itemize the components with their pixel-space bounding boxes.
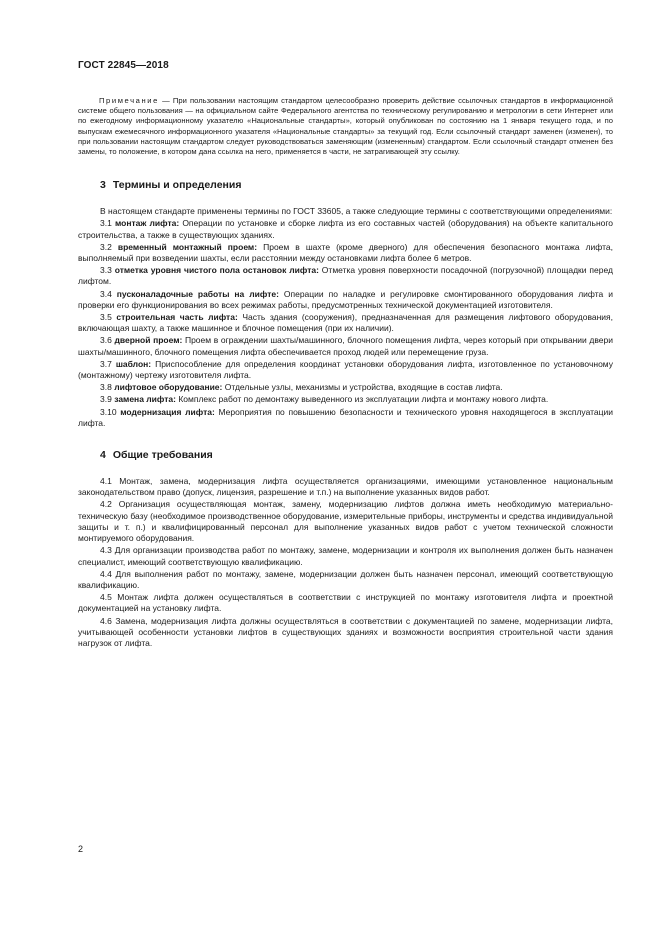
term-number: 3.8 <box>100 382 112 393</box>
term-definition <box>78 265 613 287</box>
requirement-text: Монтаж лифта должен осуществляться в соответствии с инструкцией по монтажу изготовителя лифта и проектной документацией на установку лифта. <box>78 592 613 614</box>
term-text: Операции по установке и сборке лифта из его составных частей (оборудования) на объекте капитального строительства, а также в существующих зданиях. <box>78 218 613 240</box>
term-name: замена лифта: <box>114 394 176 405</box>
term-text: Отдельные узлы, механизмы и устройства, входящие в состав лифта. <box>222 382 503 393</box>
term-text: Мероприятия по повышению безопасности и технического уровня находящегося в эксплуатации лифта. <box>78 406 613 428</box>
requirement-item <box>78 476 613 498</box>
requirement-number: 4.5 <box>100 592 112 603</box>
requirement-number: 4.6 <box>100 615 112 626</box>
requirement-item <box>78 545 613 567</box>
note-label: Примечание <box>99 96 159 105</box>
requirement-text: Организация осуществляющая монтаж, замену, модернизацию лифтов должна иметь необходимую материально-техническую базу (необходимое производственное оборудование, измерительные приборы, инструменты и средства индивидуальной защиты и т. п.) и квалифицированный персонал для выполнение указанных видов работ с учетом технической сложности монтируемого оборудования. <box>78 499 613 544</box>
term-definition <box>78 382 613 393</box>
term-definition <box>78 359 613 381</box>
note-block <box>78 96 613 157</box>
requirement-item <box>78 616 613 650</box>
term-name: шаблон: <box>115 358 152 369</box>
term-definition <box>78 407 613 429</box>
term-name: дверной проем: <box>114 335 183 346</box>
term-number: 3.10 <box>100 406 117 417</box>
term-definition <box>78 289 613 311</box>
term-number: 3.6 <box>100 335 112 346</box>
term-number: 3.4 <box>100 288 112 299</box>
document-code: ГОСТ 22845—2018 <box>78 60 169 71</box>
term-number: 3.9 <box>100 394 112 405</box>
term-number: 3.1 <box>100 218 112 229</box>
term-number: 3.2 <box>100 241 112 252</box>
term-text: Проем в ограждении шахты/машинного, блочного помещения лифта, через который при открывании двери шахты/машинного, блочного помещения лифта обеспечивается проход людей или перемещение груза. <box>78 335 613 357</box>
term-text: Приспособление для определения координат установки оборудования лифта, изготовленное по установочному (монтажному) чертежу изготовителя лифта. <box>78 358 613 381</box>
requirement-text: Для выполнения работ по монтажу, замене, модернизации должен быть назначен персонал, имеющий соответствующую квалификацию. <box>78 568 613 590</box>
requirement-text: Замена, модернизация лифта должны осуществляться в соответствии с документацией по замене, модернизации лифта, учитывающей особенности установки лифтов в существующих зданиях и возможности восприятия строительной части здания нагрузок от лифта. <box>78 615 613 648</box>
term-number: 3.7 <box>100 358 112 369</box>
term-definition <box>78 394 613 405</box>
requirement-number: 4.3 <box>100 545 112 556</box>
section-4-heading: 4 Общие требования <box>100 449 213 462</box>
term-text: Проем в шахте (кроме дверного) для обеспечения безопасного монтажа лифта, выполняемый при возведении шахты, если расстоянии между остановками лифта более 6 метров. <box>78 241 613 264</box>
page-content <box>78 96 613 649</box>
requirement-number: 4.4 <box>100 568 112 579</box>
term-definition <box>78 335 613 357</box>
requirement-number: 4.2 <box>100 499 112 510</box>
term-name: строительная часть лифта: <box>116 312 238 323</box>
term-text: Комплекс работ по демонтажу выведенного из эксплуатации лифта и монтажу нового лифта. <box>175 394 549 405</box>
term-number: 3.3 <box>100 265 112 276</box>
section-3-intro: В настоящем стандарте применены термины по ГОСТ 33605, а также следующие термины с соответствующими определениями: <box>100 206 613 217</box>
term-definition <box>78 242 613 264</box>
term-name: лифтовое оборудование: <box>114 382 223 393</box>
requirement-item <box>78 499 613 544</box>
term-text: Операции по наладке и регулировке смонтированного оборудования лифта и проверки его функционирования во всех режимах работы, предусмотренных технической документацией изготовителя. <box>78 288 613 310</box>
term-name: временный монтажный проем: <box>117 241 258 252</box>
term-definition <box>78 218 613 240</box>
term-text: Отметка уровня поверхности посадочной (погрузочной) площадки перед лифтом. <box>78 265 613 287</box>
section-3-heading: 3 Термины и определения <box>100 179 242 192</box>
term-name: пусконаладочные работы на лифте: <box>116 288 279 299</box>
term-text: Часть здания (сооружения), предназначенная для размещения лифтового оборудования, включающая шахту, а также машинное и блочное помещения (при их наличии). <box>78 312 614 334</box>
page-number: 2 <box>78 844 84 854</box>
requirements-list <box>78 476 613 649</box>
terms-list <box>78 218 613 429</box>
note-paragraph <box>78 96 613 157</box>
term-number: 3.5 <box>100 312 112 323</box>
requirement-text: Для организации производства работ по монтажу, замене, модернизации и контроля их выполнения должен быть назначен специалист, имеющий соответствующую квалификацию. <box>78 545 613 567</box>
term-name: монтаж лифта: <box>114 218 180 229</box>
requirement-item <box>78 592 613 614</box>
term-name: отметка уровня чистого пола остановок лифта: <box>114 265 319 276</box>
requirement-item <box>78 569 613 591</box>
requirement-number: 4.1 <box>100 476 112 487</box>
term-name: модернизация лифта: <box>120 406 215 417</box>
note-text: — При пользовании настоящим стандартом целесообразно проверить действие ссылочных стандартов в информационной системе общего пользования — на официальном сайте Федерального агентства по техническому регулированию и метрологии в сети Интернет или по ежегодному информационному указателю «Национальные стандарты», который опубликован по состоянию на 1 января текущего года, и по выпускам ежемесячного информационного указателя «Национальные стандарты» за текущий год. Если ссылочный стандарт заменен (изменен), то при пользовании настоящим стандартом следует руководствоваться заменяющим (измененным) стандартом. Если ссылочный стандарт отменен без замены, то положение, в котором дана ссылка на него, применяется в части, не затрагивающей эту ссылку. <box>78 96 613 157</box>
requirement-text: Монтаж, замена, модернизация лифта осуществляется организациями, имеющими установленное национальным законодательством право (допуск, лицензия, разрешение и т.п.) на выполнение указанных видов работ. <box>78 476 613 498</box>
term-definition <box>78 312 613 334</box>
